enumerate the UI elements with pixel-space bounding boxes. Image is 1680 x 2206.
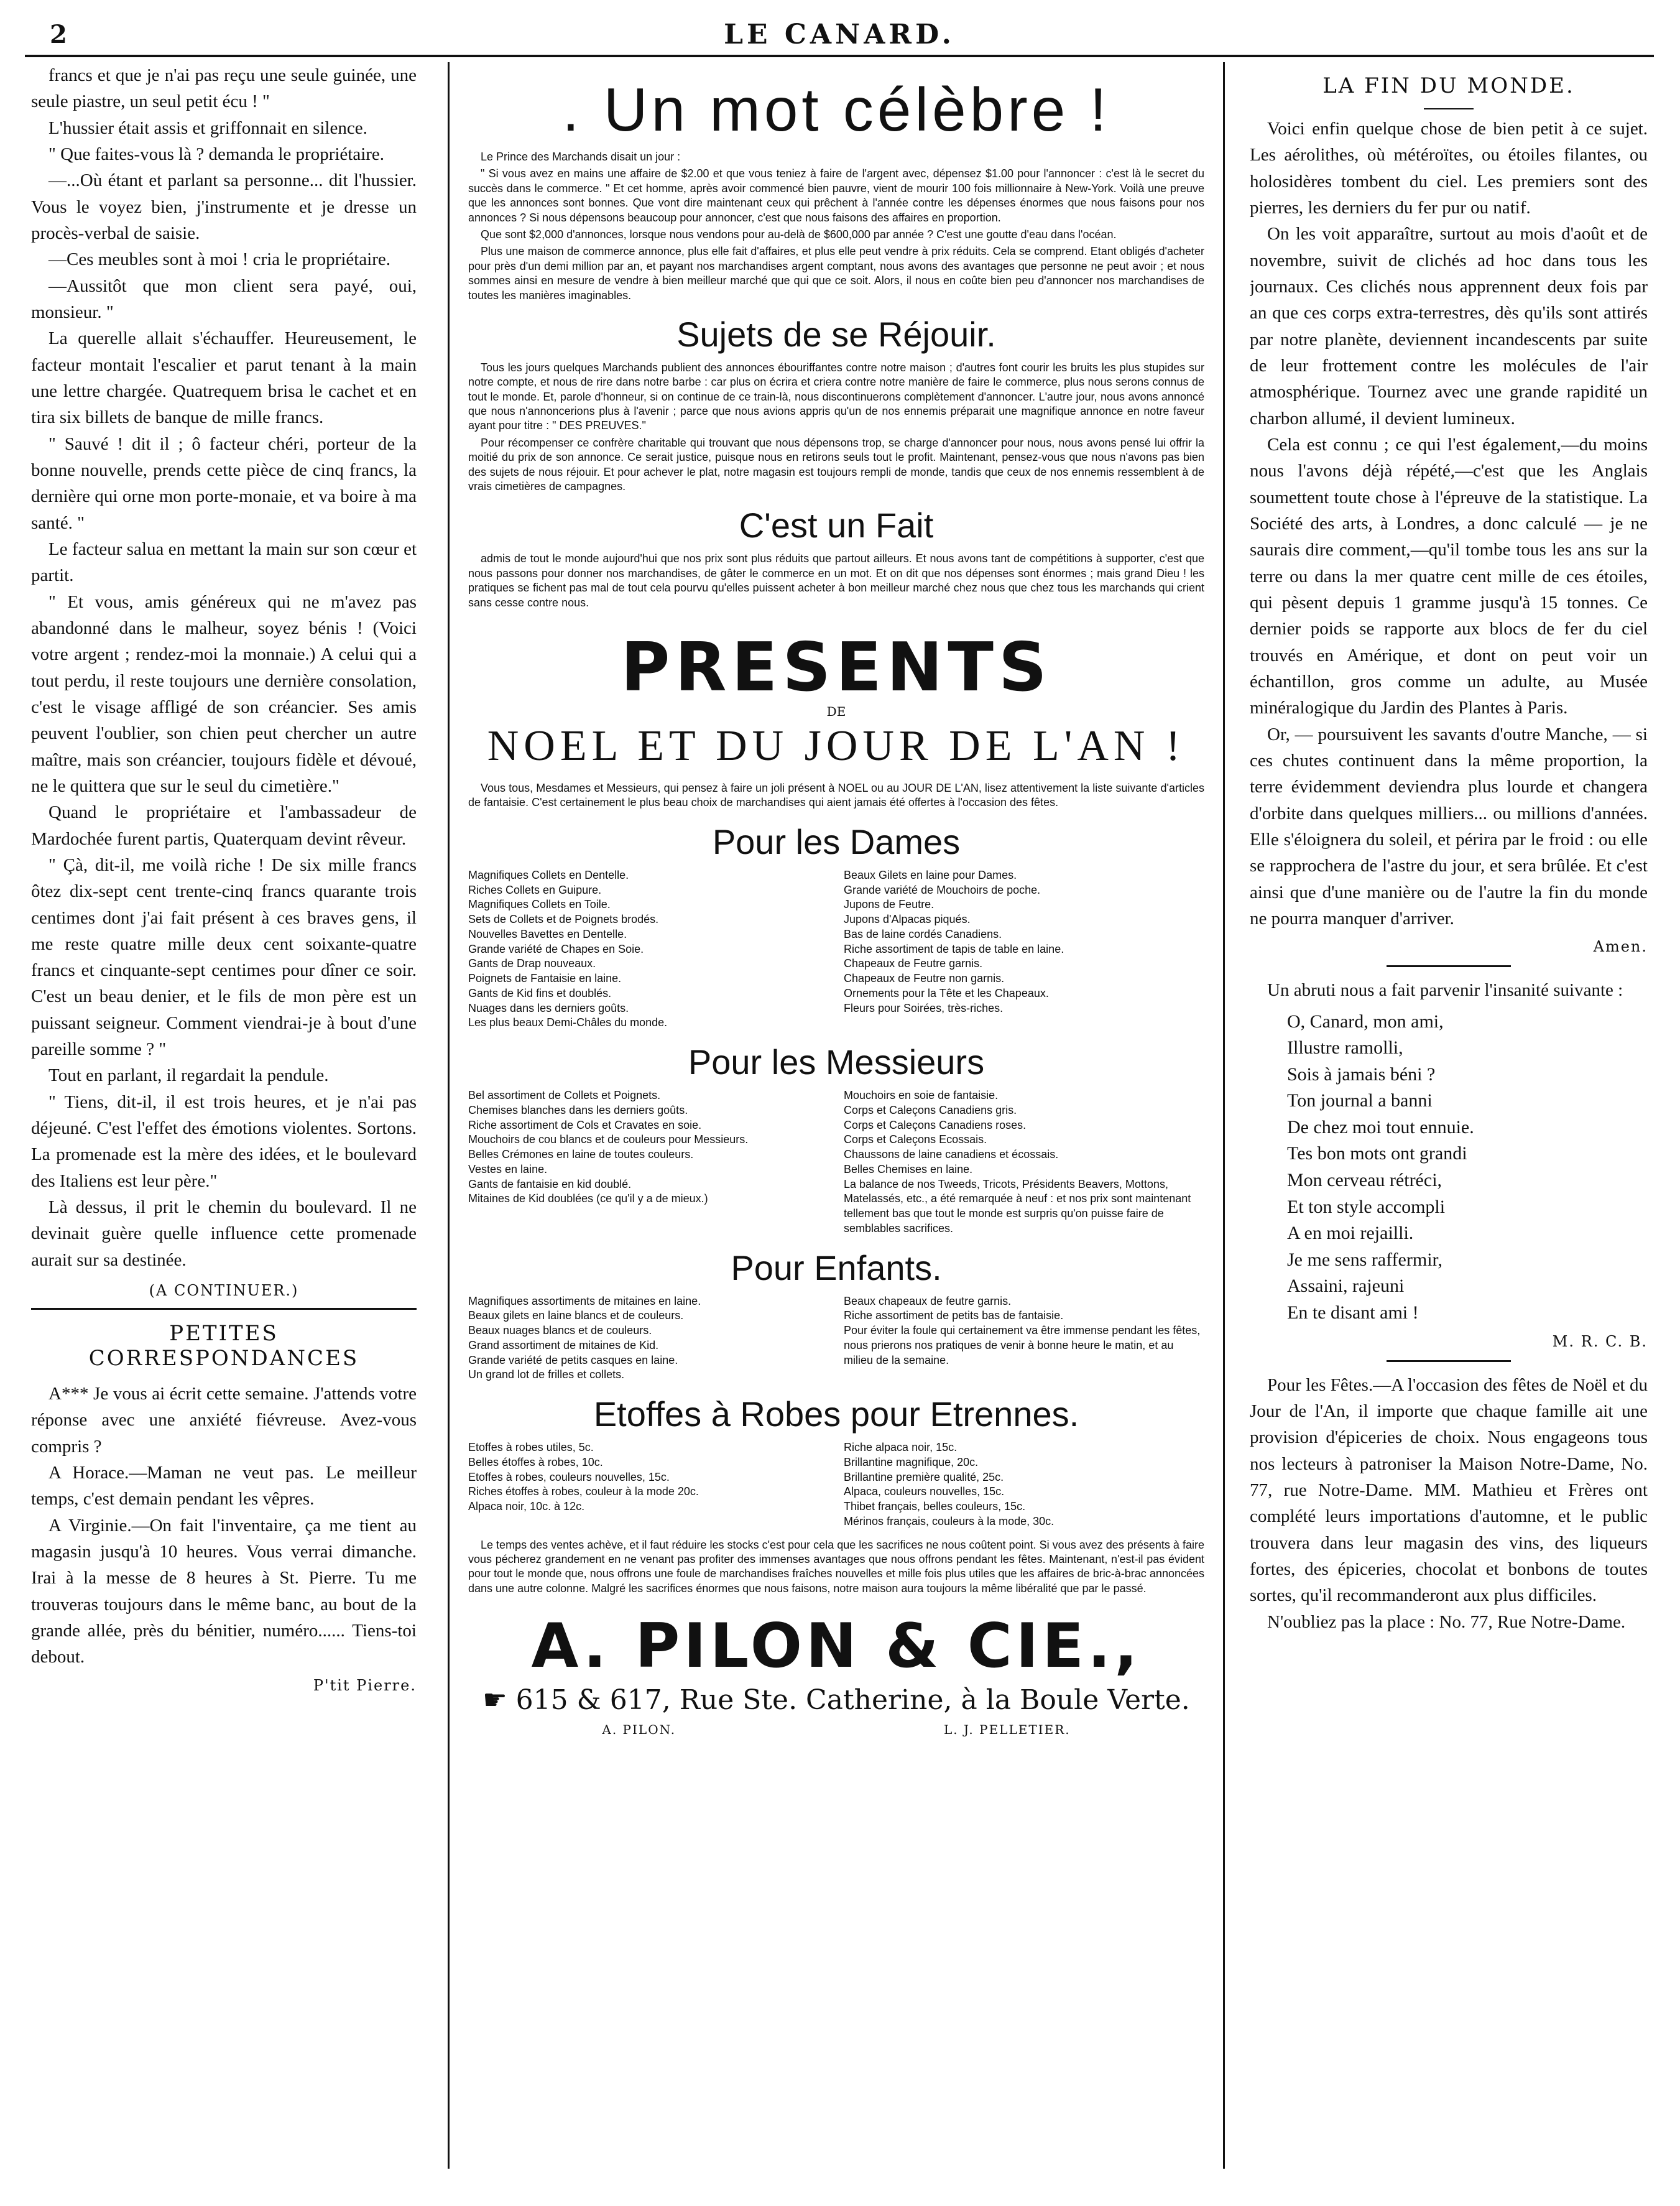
ornamental-divider	[1387, 965, 1511, 967]
list-item: Chemises blanches dans les derniers goûts.	[468, 1103, 688, 1116]
poem-line: Je me sens raffermir,	[1287, 1249, 1442, 1270]
list-item: Bas de laine cordés Canadiens.	[844, 927, 1002, 940]
enfants-headline: Pour Enfants.	[731, 1248, 942, 1287]
left-column	[31, 62, 417, 2169]
list-item: Grand assortiment de mitaines de Kid.	[468, 1338, 659, 1351]
list-item: Chapeaux de Feutre non garnis.	[844, 972, 1005, 985]
poem-line: Ton journal a banni	[1287, 1090, 1433, 1111]
poem-line: Sois à jamais béni ?	[1287, 1064, 1436, 1085]
rejouir-headline: Sujets de se Réjouir.	[676, 314, 996, 354]
list-item: Un grand lot de frilles et collets.	[468, 1368, 625, 1381]
story-paragraph: " Que faites-vous là ? demanda le propriétaire.	[48, 144, 385, 164]
poem-line: De chez moi tout ennuie.	[1287, 1116, 1474, 1138]
list-item: Corps et Caleçons Ecossais.	[844, 1133, 987, 1146]
messieurs-list	[468, 1088, 1204, 1236]
list-item: Gants de fantaisie en kid doublé.	[468, 1177, 632, 1190]
story-paragraph: Quand le propriétaire et l'ambassadeur de Mardochée furent partis, Quaterquam devint rêveur.	[31, 802, 417, 849]
newspaper-title: LE CANARD.	[724, 19, 955, 50]
etoffes-headline: Etoffes à Robes pour Etrennes.	[593, 1394, 1079, 1434]
story-paragraph: —...Où étant et parlant sa personne... dit l'hussier. Vous le voyez bien, j'instrumente et je dresse un procès-verbal de saisie.	[31, 170, 417, 243]
continue-note: (A CONTINUER.)	[149, 1282, 299, 1300]
fetes-notice: Pour les Fêtes.—A l'occasion des fêtes de Noël et du Jour de l'An, il importe que chaque famille ait une provision d'épiceries de choix. Nous engageons tous nos lecteurs à patroniser la Maison Notre-Dame, No. 77, rue Notre-Dame. MM. Mathieu et Frères ont complété leurs importations d'automne, et le public trouvera dans leur magasin des vins, des liqueurs fortes, des épiceries, chocolat et bonbons de toutes sortes, qu'il recommanderont aux plus difficiles. N'oubliez pas la place : No. 77, Rue Notre-Dame.	[1250, 1374, 1648, 1632]
list-item: Les plus beaux Demi-Châles du monde.	[468, 1016, 668, 1029]
article-paragraph: Cela est connu ; ce qui l'est également,—du moins nous l'avons déjà répété,—c'est que les Anglais soumettent toute chose à l'épreuve de la statistique. La Société des arts, à Londres, a donc calculé — je ne saurais dire comment,—qu'il tombe tous les ans sur la terre ou dans la mer quatre cent mille de ces étoiles, qui pèsent depuis 1 gramme jusqu'à 15 tonnes. Ce dernier poids se rapporte aux blocs de fer du ciel trouvés en Amérique, et dont on peut voir un échantillon, gros comme un adulte, au Musée minéralogique du Jardin des Plantes à Paris.	[1250, 434, 1648, 718]
story-paragraph: Tout en parlant, il regardait la pendule.	[48, 1065, 329, 1086]
story-paragraph: —Ces meubles sont à moi ! cria le propriétaire.	[48, 249, 391, 270]
story-paragraph: " Sauvé ! dit il ; ô facteur chéri, porteur de la bonne nouvelle, prends cette pièce de cinq francs, la dernière qui orne mon porte-monaie, et va boire à ma santé. "	[31, 433, 417, 533]
signature-pelletier: L. J. PELLETIER.	[943, 1722, 1071, 1738]
list-item: Riches Collets en Guipure.	[468, 883, 602, 896]
list-item: Bel assortiment de Collets et Poignets.	[468, 1089, 661, 1102]
list-item: La balance de nos Tweeds, Tricots, Présidents Beavers, Mottons, Matelassés, etc., a été remarquée à neuf : et nos prix sont maintenant tellement bas que tout le monde est surpris qu'on puisse faire de semblables sacrifices.	[844, 1177, 1191, 1235]
article-paragraph: Voici enfin quelque chose de bien petit à ce sujet. Les aérolithes, où météroïtes, ou étoiles filantes, ou holosidères tombent du ciel. Les premiers sont des pierres, les derniers du fer pur ou natif.	[1250, 119, 1648, 218]
list-item: Ornements pour la Tête et les Chapeaux.	[844, 986, 1049, 999]
correspondence-title: PETITES CORRESPONDANCES	[88, 1321, 359, 1371]
list-item: Beaux nuages blancs et de couleurs.	[468, 1324, 652, 1337]
fait-body	[468, 552, 1204, 610]
list-item: Grande variété de Mouchoirs de poche.	[844, 883, 1041, 896]
poem	[1287, 1009, 1648, 1327]
list-item: Corps et Caleçons Canadiens roses.	[844, 1118, 1027, 1131]
ad-headline: . Un mot célèbre !	[562, 75, 1110, 144]
dames-list	[468, 868, 1204, 1031]
list-item: Poignets de Fantaisie en laine.	[468, 972, 622, 985]
list-item: Jupons de Feutre.	[844, 898, 935, 911]
correspondence-paragraph: A Horace.—Maman ne veut pas. Le meilleur temps, c'est demain pendant les vêpres.	[31, 1463, 417, 1509]
correspondence-paragraph: A Virginie.—On fait l'inventaire, ça me tient au magasin jusqu'à 10 heures. Vous verrai dimanche. Irai à la messe de 8 heures à St. Pierre. Tu me trouveras toujours dans le même banc, au bout de la grande allée, près du bénitier, numéro...... Tiens-toi debout.	[31, 1515, 417, 1667]
correspondence-body	[31, 1381, 417, 1671]
poem-intro: Un abruti nous a fait parvenir l'insanité suivante :	[1267, 980, 1623, 1001]
list-item: Beaux chapeaux de feutre garnis.	[844, 1294, 1012, 1307]
correspondence-signature: P'tit Pierre.	[313, 1676, 417, 1694]
story-paragraph: —Aussitôt que mon client sera payé, oui, monsieur. "	[31, 276, 417, 322]
list-item: Etoffes à robes, couleurs nouvelles, 15c.	[468, 1470, 670, 1483]
list-item: Beaux gilets en laine blancs et de couleurs.	[468, 1309, 684, 1322]
list-item: Gants de Kid fins et doublés.	[468, 986, 612, 999]
store-address: ☛ 615 & 617, Rue Ste. Catherine, à la Boule Verte.	[482, 1684, 1190, 1717]
poem-line: Assaini, rajeuni	[1287, 1276, 1405, 1297]
ad-paragraph: Tous les jours quelques Marchands publient des annonces ébouriffantes contre notre maison ; d'autres font courir les bruits les plus stupides sur notre compte, et nous de rire dans notre barbe : car plus on écrira et criera contre notre manière de faire le commerce, plus nous serons connus de tout le monde. Et, parole d'honneur, si on continue de ce train-là, nous discontinuerons complètement d'annoncer. L'autre jour, nous avons annoncé que nous n'annoncerions plus à l'avenir ; parce que nous avions appris qu'un de nos ennemis préparait une magnifique annonce en notre faveur ayant pour titre : " DES PREUVES."	[468, 361, 1204, 432]
fin-du-monde-body	[1250, 116, 1648, 932]
list-item: Brillantine magnifique, 20c.	[844, 1455, 979, 1468]
presents-de: DE	[826, 703, 846, 719]
messieurs-headline: Pour les Messieurs	[688, 1042, 985, 1082]
page-number: 2	[50, 20, 67, 49]
list-item: Belles Crémones en laine de toutes couleurs.	[468, 1148, 694, 1161]
page-header	[25, 17, 1654, 57]
fin-du-monde-title: LA FIN DU MONDE.	[1322, 73, 1575, 98]
poem-line: O, Canard, mon ami,	[1287, 1011, 1444, 1032]
list-item: Vestes en laine.	[468, 1162, 548, 1175]
serial-story	[31, 62, 417, 1273]
article-paragraph: On les voit apparaître, surtout au mois d'août et de novembre, suivit de clichés ad hoc dans tous les journaux. Ces clichés nous apprennent deux fois par an que ces corps extra-terrestres, dès qu'ils sont attirés par notre planète, deviennent incandescents par suite de leur frottement contre les molécules de l'air atmosphérique. Tournez avec une grande rapidité un charbon allumé, il devient lumineux.	[1250, 224, 1648, 429]
list-item: Riches étoffes à robes, couleur à la mode 20c.	[468, 1485, 699, 1498]
list-item: Chaussons de laine canadiens et écossais.	[844, 1148, 1059, 1161]
divider	[31, 1308, 417, 1310]
list-item: Corps et Caleçons Canadiens gris.	[844, 1103, 1017, 1116]
dames-headline: Pour les Dames	[712, 822, 961, 861]
pointing-hand-icon: ☛	[482, 1684, 516, 1717]
etoffes-list	[468, 1440, 1204, 1529]
list-item: Mérinos français, couleurs à la mode, 30c.	[844, 1514, 1055, 1527]
list-item: Magnifiques Collets en Toile.	[468, 898, 611, 911]
noel-headline: NOEL ET DU JOUR DE L'AN !	[487, 721, 1186, 770]
list-item: Belles étoffes à robes, 10c.	[468, 1455, 603, 1468]
list-item: Sets de Collets et de Poignets brodés.	[468, 913, 659, 926]
list-item: Beaux Gilets en laine pour Dames.	[844, 868, 1017, 881]
list-item: Grande variété de Chapes en Soie.	[468, 942, 644, 955]
right-column	[1250, 62, 1648, 2169]
correspondence-paragraph: A*** Je vous ai écrit cette semaine. J'attends votre réponse avec une anxiété fiévreuse. Avez-vous compris ?	[31, 1384, 417, 1457]
ad-paragraph: Pour récompenser ce confrère charitable qui trouvant que nous dépensons trop, se charge d'annoncer pour nous, nous avons pensé lui offrir la moitié du prix de son annonce. Ce serait justice, puisque nous en retirons seuls tout le profit. Maintenant, pensez-vous que nous n'avons pas bien des sujets de nous réjouir. Et pour achever le plat, notre magasin est toujours rempli de monde, tandis que ceux de nos ennemis ressemblent à de vrais cimetières de campagnes.	[468, 436, 1204, 493]
story-paragraph: " Tiens, dit-il, il est trois heures, et je n'ai pas déjeuné. C'est l'effet des émotions violentes. Sortons. La promenade est la mère des idées, et le boulevard des Italiens est leur père."	[31, 1091, 417, 1191]
list-item: Alpaca, couleurs nouvelles, 15c.	[844, 1485, 1005, 1498]
story-paragraph: Là dessus, il prit le chemin du boulevard. Il ne devinait guère quelle influence cette promenade aurait sur sa destinée.	[31, 1197, 417, 1270]
presents-headline: PRESENTS	[621, 628, 1052, 707]
rejouir-body	[468, 361, 1204, 494]
story-paragraph: La querelle allait s'échauffer. Heureusement, le facteur montait l'escalier et parut tenant à la main une lettre chargée. Quatrequem brisa le cachet et en tira six billets de banque de mille francs.	[31, 328, 417, 428]
list-item: Alpaca noir, 10c. à 12c.	[468, 1500, 585, 1513]
list-item: Jupons d'Alpacas piqués.	[844, 913, 971, 926]
enfants-list	[468, 1294, 1204, 1383]
list-item: Magnifiques assortiments de mitaines en laine.	[468, 1294, 701, 1307]
list-item: Riche assortiment de Cols et Cravates en soie.	[468, 1118, 702, 1131]
list-item: Thibet français, belles couleurs, 15c.	[844, 1500, 1026, 1513]
poem-line: Et ton style accompli	[1287, 1196, 1446, 1217]
list-item: Mouchoirs de cou blancs et de couleurs pour Messieurs.	[468, 1133, 749, 1146]
list-item: Brillantine première qualité, 25c.	[844, 1470, 1004, 1483]
list-item: Chapeaux de Feutre garnis.	[844, 957, 983, 970]
story-paragraph: " Et vous, amis généreux qui ne m'avez pas abandonné dans le malheur, soyez bénis ! (Voici votre argent ; rendez-moi la monnaie.) A celui qui a tout perdu, il reste toujours une dernière consolation, c'est le visage affligé de son créancier. Ses amis peuvent l'oublier, son chien peut chercher un autre maître, mais son créancier, toujours fidèle et dévoué, ne le quittera que sur le seul du cimetière."	[31, 591, 417, 796]
list-item: Mitaines de Kid doublées (ce qu'il y a de mieux.)	[468, 1192, 708, 1205]
advertisement-column	[448, 62, 1225, 2169]
poem-line: Illustre ramolli,	[1287, 1037, 1403, 1059]
store-signatures	[468, 1722, 1204, 1737]
list-item: Riche alpaca noir, 15c.	[844, 1441, 958, 1454]
story-paragraph: Le facteur salua en mettant la main sur son cœur et partit.	[31, 539, 417, 586]
story-paragraph: " Çà, dit-il, me voilà riche ! De six mille francs ôtez dix-sept cent trente-cinq francs quarante trois centimes dont j'ai fait présent à ces braves gens, il me reste quatre mille deux cent soixante-quatre francs et cinquante-sept centimes pour dîner ce soir. C'est un beau denier, et le fils de mon père est un puissant seigneur. Comment viendrai-je à bout d'une pareille somme ? "	[31, 855, 417, 1060]
story-paragraph: francs et que je n'ai pas reçu une seule guinée, une seule piastre, un seul petit écu ! "	[31, 65, 417, 112]
list-item: Grande variété de petits casques en laine.	[468, 1353, 678, 1366]
poem-line: Mon cerveau rétréci,	[1287, 1170, 1442, 1191]
list-item: Fleurs pour Soirées, très-riches.	[844, 1001, 1004, 1014]
poem-line: Tes bon mots ont grandi	[1287, 1143, 1467, 1164]
poem-signature: M. R. C. B.	[1552, 1332, 1648, 1350]
signature-pilon: A. PILON.	[602, 1722, 676, 1738]
list-item: Riche assortiment de petits bas de fantaisie.	[844, 1309, 1064, 1322]
ad-paragraph: Le Prince des Marchands disait un jour :	[481, 151, 681, 163]
ornamental-divider	[1387, 1360, 1511, 1362]
poem-line: A en moi rejailli.	[1287, 1223, 1414, 1244]
list-item: Mouchoirs en soie de fantaisie.	[844, 1089, 999, 1102]
list-item: Nuages dans les derniers goûts.	[468, 1001, 629, 1014]
story-paragraph: L'hussier était assis et griffonnait en silence.	[48, 118, 367, 138]
closing-text: Le temps des ventes achève, et il faut réduire les stocks c'est pour cela que les sacrifices ne nous coûtent point. Si vous avez des présents à faire vous pécherez grandement en ne venant pas profiter des immenses avantages que nous offrons pendant les fêtes. Maintenant, n'est-il pas évident pour tout le monde que, nous offrons une foule de marchandises fraîches nouvelles et mille fois plus utiles que les affaires de bric-à-brac annoncées dans une autre colonne. Malgré les sacrifices énormes que nous faisons, notre maison aura toujours la même libéralité que par le passé.	[468, 1538, 1204, 1595]
list-item: Belles Chemises en laine.	[844, 1162, 973, 1175]
list-item: Pour éviter la foule qui certainement va être immense pendant les fêtes, nous prierons nos pratiques de venir à bonne heure le matin, et au milieu de la semaine.	[844, 1324, 1201, 1366]
ad-paragraph: " Si vous avez en mains une affaire de $2.00 et que vous teniez à faire de l'argent avec, dépensez $1.00 pour l'annoncer : c'est là le secret du succès dans le commerce. " Et cet homme, après avoir commencé bien pauvre, vient de mourir 100 fois millionnaire à New-York. Voilà une preuve que les annonces sont bonnes. Que vont dire maintenant ceux qui prêchent à l'année contre les dépenses énormes que nous faisons pour nos annonces ? Si nous dépensons beaucoup pour annoncer, c'est que nous faisons des affaires en proportion.	[468, 167, 1204, 224]
list-item: Riche assortiment de tapis de table en laine.	[844, 942, 1064, 955]
list-item: Gants de Drap nouveaux.	[468, 957, 596, 970]
list-item: Magnifiques Collets en Dentelle.	[468, 868, 629, 881]
poem-line: En te disant ami !	[1287, 1302, 1419, 1323]
mot-celebre-body	[468, 150, 1204, 303]
ad-paragraph: admis de tout le monde aujourd'hui que nos prix sont plus réduits que partout ailleurs. Et nous avons tant de compétitions à supporter, c'est que nous passons pour donner nos marchandises, de gâter le commerce en un mot. Et on dit que nos dépenses sont énormes ; mais grand Dieu ! les pratiques se fichent pas mal de tout cela pourvu qu'elles puissent acheter à bon meilleur marché chez nous que chez tous les marchands qui crient sans cesse contre nous.	[468, 552, 1204, 609]
amen-signature: Amen.	[1593, 938, 1648, 956]
ad-paragraph: Plus une maison de commerce annonce, plus elle fait d'affaires, et plus elle peut vendre à prix réduits. Cela se comprend. Etant obligés d'acheter pour près d'un demi million par an, et payant nos marchandises argent comptant, nous avons des avantages que personne ne peut avoir ; et nous sommes ainsi en mesure de vendre à bien meilleur marché que qui que ce soit. Alors, il nous en coûte bien peu d'annoncer nos marchandises de toutes les manières imaginables.	[468, 245, 1204, 302]
divider	[1424, 108, 1474, 109]
ad-paragraph: Que sont $2,000 d'annonces, lorsque nous vendons pour au-delà de $600,000 par année ? C'est une goutte d'eau dans l'océan.	[481, 228, 1117, 241]
presents-intro: Vous tous, Mesdames et Messieurs, qui pensez à faire un joli présent à NOEL ou au JOUR DE L'AN, lisez attentivement la liste suivante d'articles de fantaisie. C'est certainement le plus beau choix de marchandises qui aient jamais été offertes à l'occasion des fêtes.	[468, 781, 1204, 809]
article-paragraph: Or, — poursuivent les savants d'outre Manche, — si ces chutes continuent dans la même proportion, la terre évidemment deviendra plus lourde et changera d'orbite dans quelques milliers... ou millions d'années. Elle s'éloignera du soleil, et périra par le froid : ou elle se rapprochera de l'astre du jour, et sera brûlée. Et c'est ainsi que d'une manière ou de l'autre la fin du monde ne pourra manquer d'arriver.	[1250, 724, 1648, 929]
list-item: Nouvelles Bavettes en Dentelle.	[468, 927, 627, 940]
fait-headline: C'est un Fait	[739, 506, 934, 545]
list-item: Etoffes à robes utiles, 5c.	[468, 1441, 594, 1454]
store-name: A. PILON & CIE.,	[531, 1611, 1142, 1682]
